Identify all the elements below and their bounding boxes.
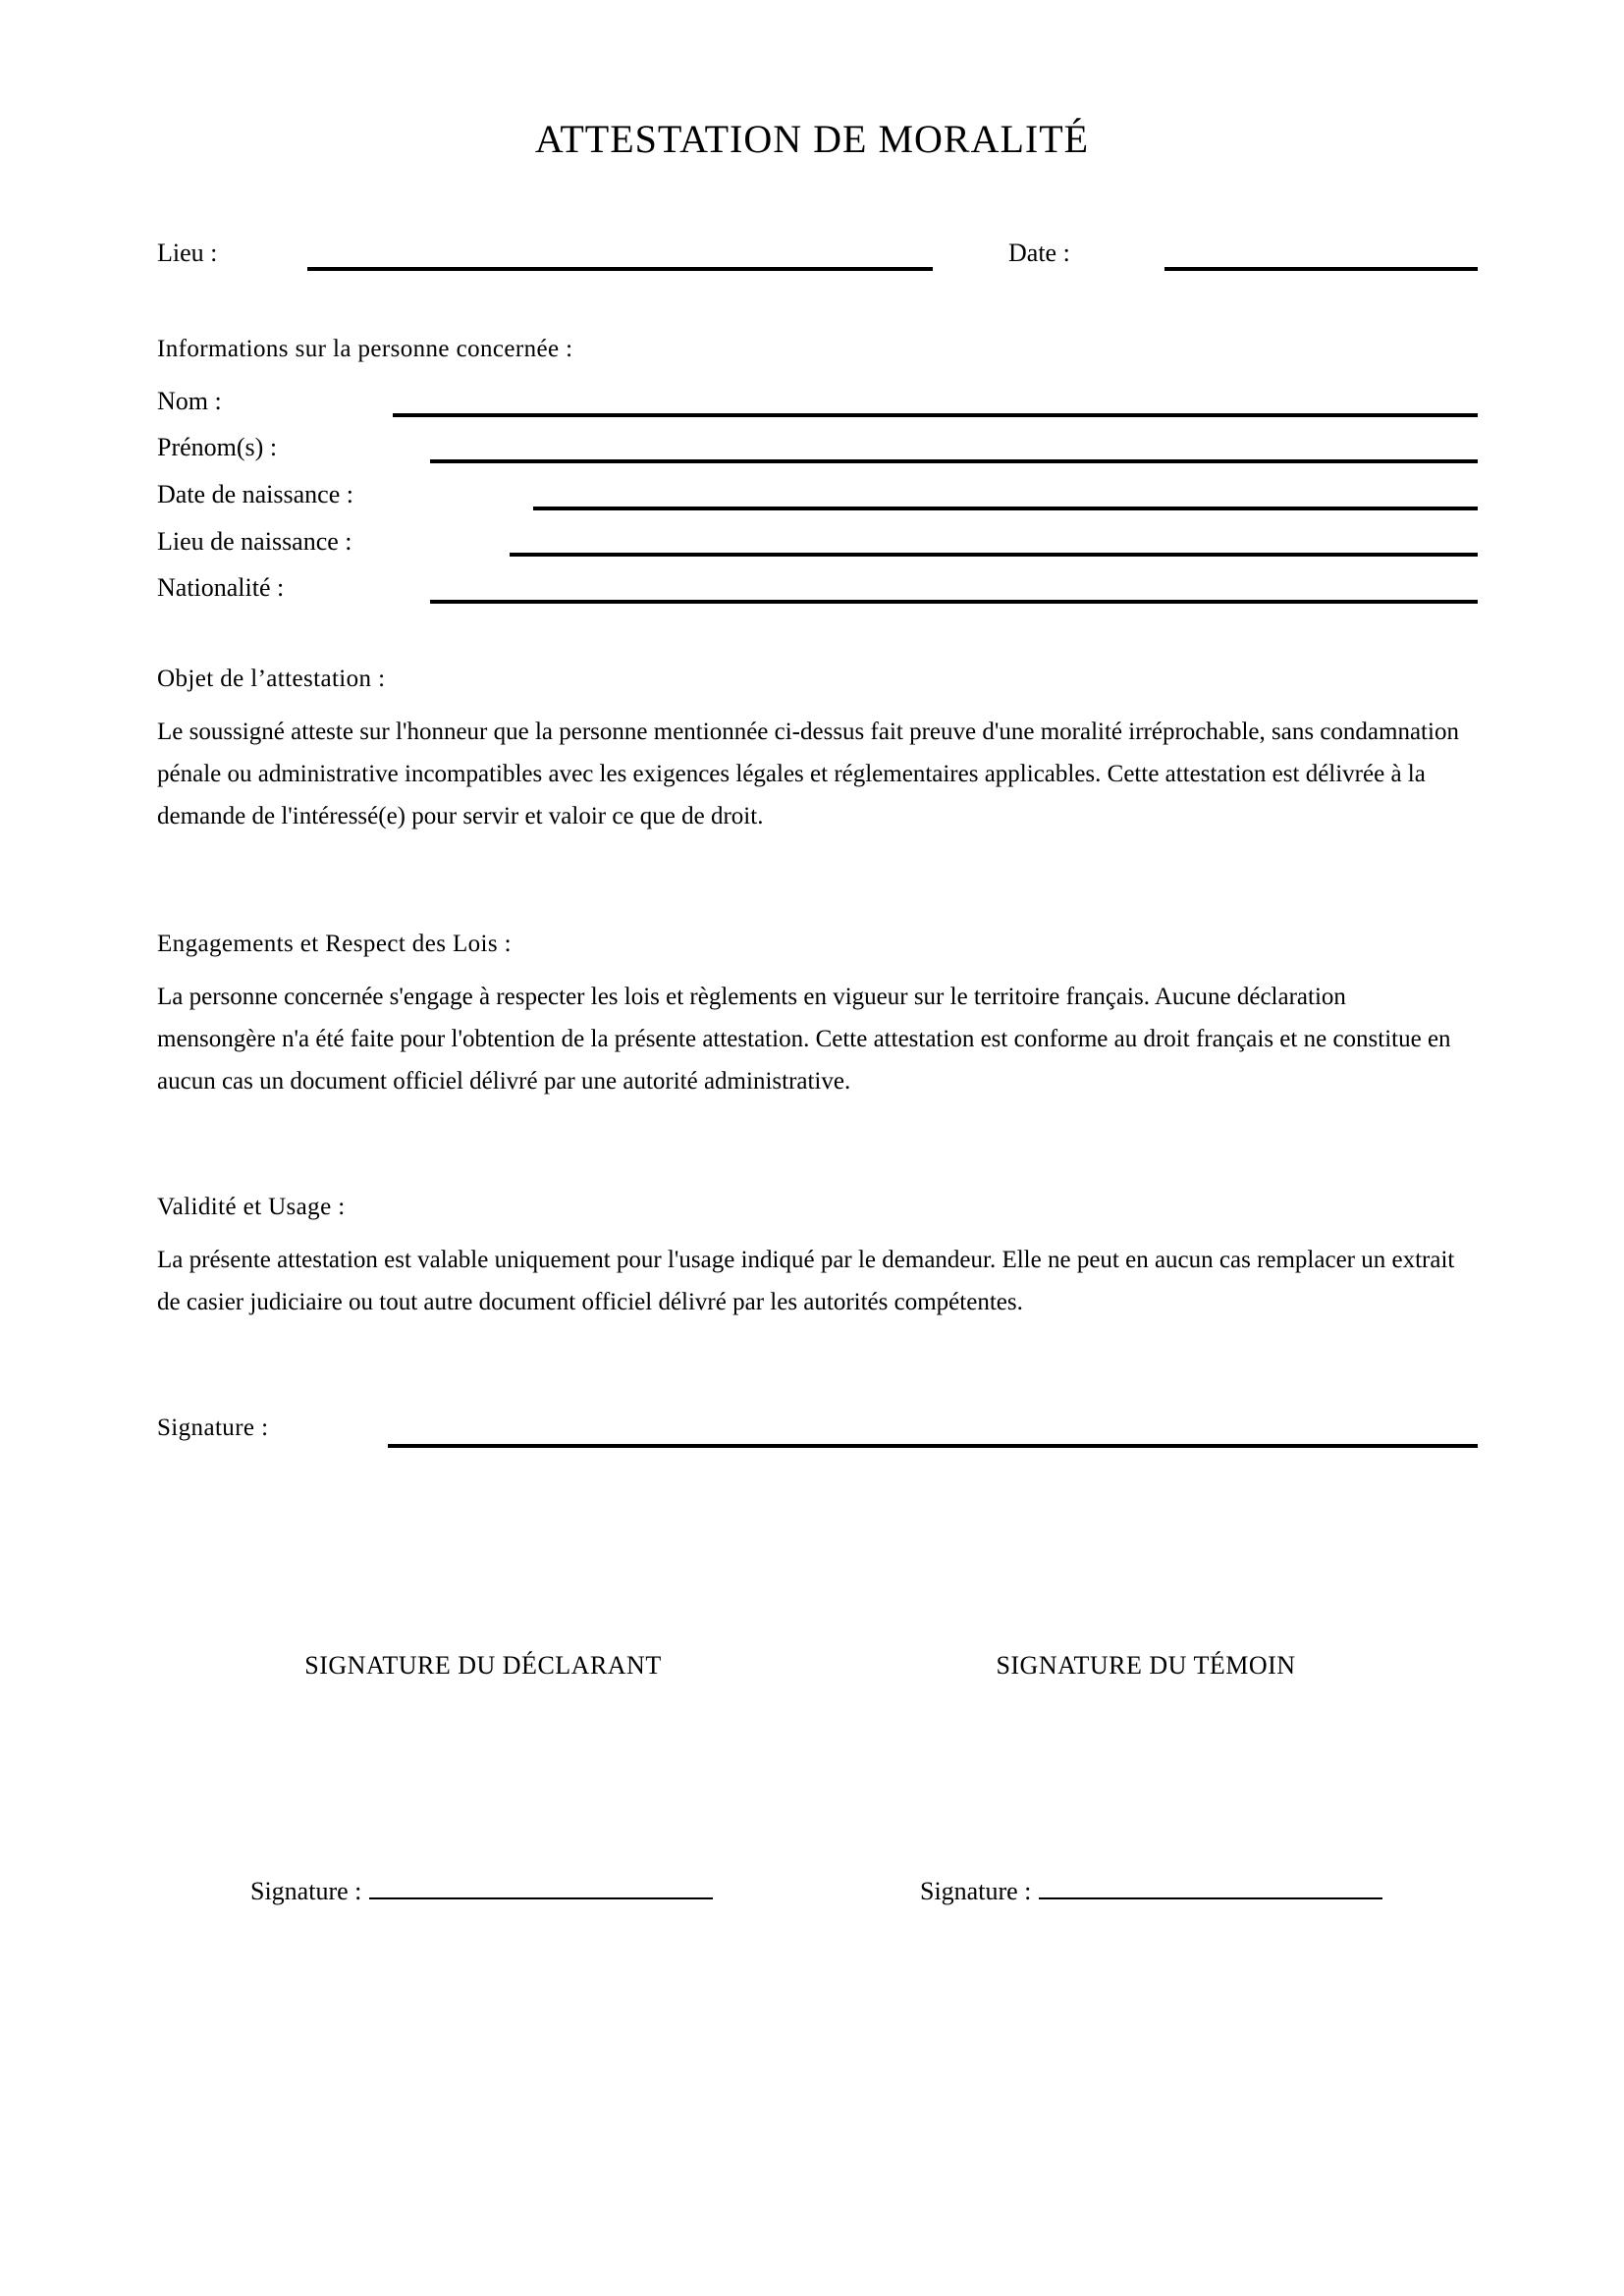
prenoms-label: Prénom(s) : xyxy=(157,433,278,461)
engagements-section-body: La personne concernée s'engage à respecter les lois et règlements en vigueur sur le territoire français. Aucune déclaration mensongère n'a été faite pour l'obtention de la présente attestation. Cette attestation est conforme au droit français et ne constitue en aucun cas un document officiel délivré par une autorité administrative. xyxy=(157,984,1451,1095)
lieu-field-line xyxy=(307,267,933,271)
date-label: Date : xyxy=(1008,239,1070,267)
engagements-section-heading: Engagements et Respect des Lois : xyxy=(157,931,513,957)
declarant-signature-label: Signature : xyxy=(250,1877,362,1905)
date-naissance-label: Date de naissance : xyxy=(157,480,353,508)
nationalite-field-line xyxy=(430,600,1478,604)
date-field-line xyxy=(1164,267,1478,271)
temoin-signature-caption: SIGNATURE DU TÉMOIN xyxy=(996,1651,1296,1680)
nationalite-label: Nationalité : xyxy=(157,573,285,602)
temoin-signature-label: Signature : xyxy=(920,1877,1032,1905)
lieu-naissance-field-line xyxy=(510,553,1478,557)
nom-field-line xyxy=(393,413,1478,417)
validite-section-heading: Validité et Usage : xyxy=(157,1194,346,1220)
validite-section-body: La présente attestation est valable uniquement pour l'usage indiqué par le demandeur. Elle ne peut en aucun cas remplacer un extrait de casier judiciaire ou tout autre document officiel délivré par les autorités compétentes. xyxy=(157,1247,1455,1315)
document-title: ATTESTATION DE MORALITÉ xyxy=(534,117,1090,161)
declarant-signature-row xyxy=(250,1870,713,1906)
info-section-heading: Informations sur la personne concernée : xyxy=(157,336,573,362)
objet-section-body: Le soussigné atteste sur l'honneur que la personne mentionnée ci-dessus fait preuve d'une moralité irréprochable, sans condamnation pénale ou administrative incompatibles avec les exigences légales et réglementaires applicables. Cette attestation est délivrée à la demande de l'intéressé(e) pour servir et valoir ce que de droit. xyxy=(157,719,1459,829)
objet-section-heading: Objet de l’attestation : xyxy=(157,666,386,692)
temoin-signature-line xyxy=(1039,1870,1382,1899)
date-naissance-field-line xyxy=(533,507,1478,510)
lieu-naissance-label: Lieu de naissance : xyxy=(157,527,352,556)
declarant-signature-caption: SIGNATURE DU DÉCLARANT xyxy=(304,1651,662,1680)
temoin-signature-row xyxy=(920,1870,1382,1906)
nom-label: Nom : xyxy=(157,387,222,415)
prenoms-field-line xyxy=(430,459,1478,463)
declarant-signature-line xyxy=(369,1870,713,1899)
signature-label: Signature : xyxy=(157,1415,269,1441)
lieu-label: Lieu : xyxy=(157,239,218,267)
signature-field-line xyxy=(388,1444,1478,1448)
